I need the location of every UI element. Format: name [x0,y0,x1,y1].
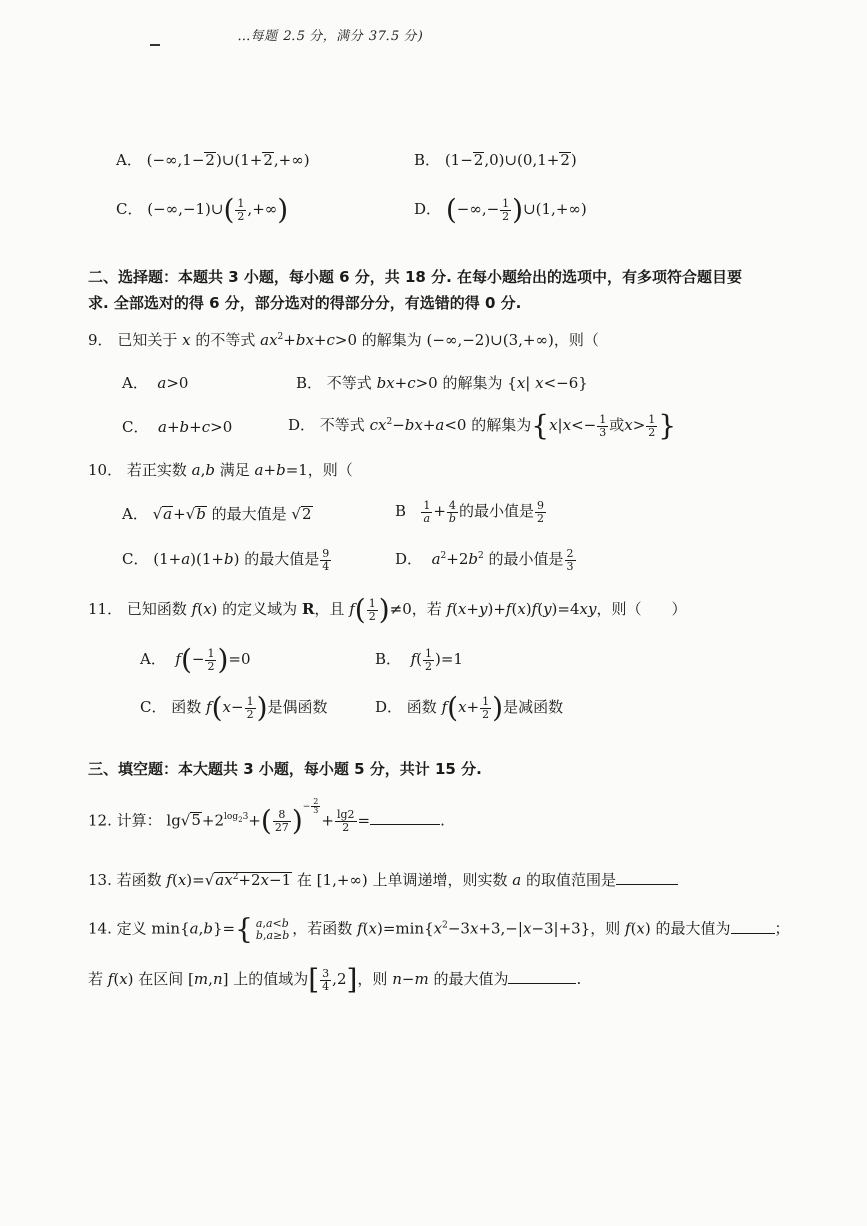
q13: 13. 若函数 $f(x)=√ax^2+2x-1$ 在 [1,+∞) 上单调递增，则实数 a 的取值范围是 [88,872,678,888]
q12: 12. 计算： $\lg√5+2^{log_23}+$( $\frac{8}{27}$ )$^{- \frac{2}{3}}$ + $\frac{\lg 2}{2}$ = . [88,797,445,838]
q9-stem: 9． 已知关于 x 的不等式 $ax^2+bx+c>0$ 的解集为 (−∞,−2)∪(3,+∞)，则（ [88,331,599,349]
q10-option-a: A． √a+√b 的最大值是 √2 [122,505,312,523]
q14-line2: 若 f(x) 在区间 [m,n] 上的值域为[ $\frac{3}{4}$ ,2]，则 n−m 的最大值为 . [88,962,582,996]
q11-option-d: D． 函数 f(x+ $\frac{1}{2}$ )是减函数 [375,690,564,724]
q8-option-a: A． (−∞,1−2)∪(1+2,+∞) [116,151,310,169]
header-mark [150,44,160,46]
q11-option-b: B． f( $\frac{1}{2}$ )=1 [375,647,463,673]
q9-option-a: A． a>0 [122,374,189,392]
section2-line2: 求. 全部选对的得 6 分，部分选对的得部分分，有选错的得 0 分. [88,294,522,312]
q9-option-d: D． 不等式 $cx^2-bx+a<0$ 的解集为{x|x<− $\frac{1}{3}$ 或x> $\frac{1}{2}$ } [288,408,677,442]
q10-option-d: D． $a^2+2b^2$ 的最小值是 $\frac{2}{3}$ [395,547,574,573]
q14-line1: 14. 定义 min{a,b}={ a,a<b b,a≥b ，若函数 $f(x)=\min\{x^2-3x+3,-|x-3|+3\}$，则 f(x) 的最大值为 ； [88,912,790,946]
q11-stem: 11． 已知函数 f(x) 的定义域为 R，且 f( $\frac{1}{2}$ )≠0，若 f(x+y)+f(x)f(y)=4xy，则（ ） [88,592,687,626]
q11-option-c: C． 函数 f(x− $\frac{1}{2}$ )是偶函数 [140,690,328,724]
q8-option-b: B． (1−2,0)∪(0,1+2) [414,151,577,169]
section2-line1: 二、选择题：本题共 3 小题，每小题 6 分，共 18 分. 在每小题给出的选项中，有多项符合题目要 [88,268,743,286]
q9-option-b: B． 不等式 bx+c>0 的解集为 {x| x<−6} [296,374,588,392]
q10-stem: 10． 若正实数 a,b 满足 a+b=1，则（ [88,461,353,479]
q11-option-a: A． f(− $\frac{1}{2}$ )=0 [140,642,251,676]
q8-option-c: C． (−∞,−1)∪( $\frac{1}{2}$ ,+∞) [116,192,289,226]
header-fragment: …每题 2.5 分，满分 37.5 分) [236,29,425,44]
q10-option-b: B $\frac{1}{a}$ + $\frac{4}{b}$ 的最小值是 $\frac{9}{2}$ [395,499,544,525]
q9-option-c: C． a+b+c>0 [122,418,233,436]
q10-option-c: C． (1+a)(1+b) 的最大值是 $\frac{9}{4}$ [122,547,330,573]
section3-title: 三、填空题：本大题共 3 小题，每小题 5 分，共计 15 分. [88,760,482,778]
q8-option-d: D． (−∞,− $\frac{1}{2}$ )∪(1,+∞) [414,192,587,226]
